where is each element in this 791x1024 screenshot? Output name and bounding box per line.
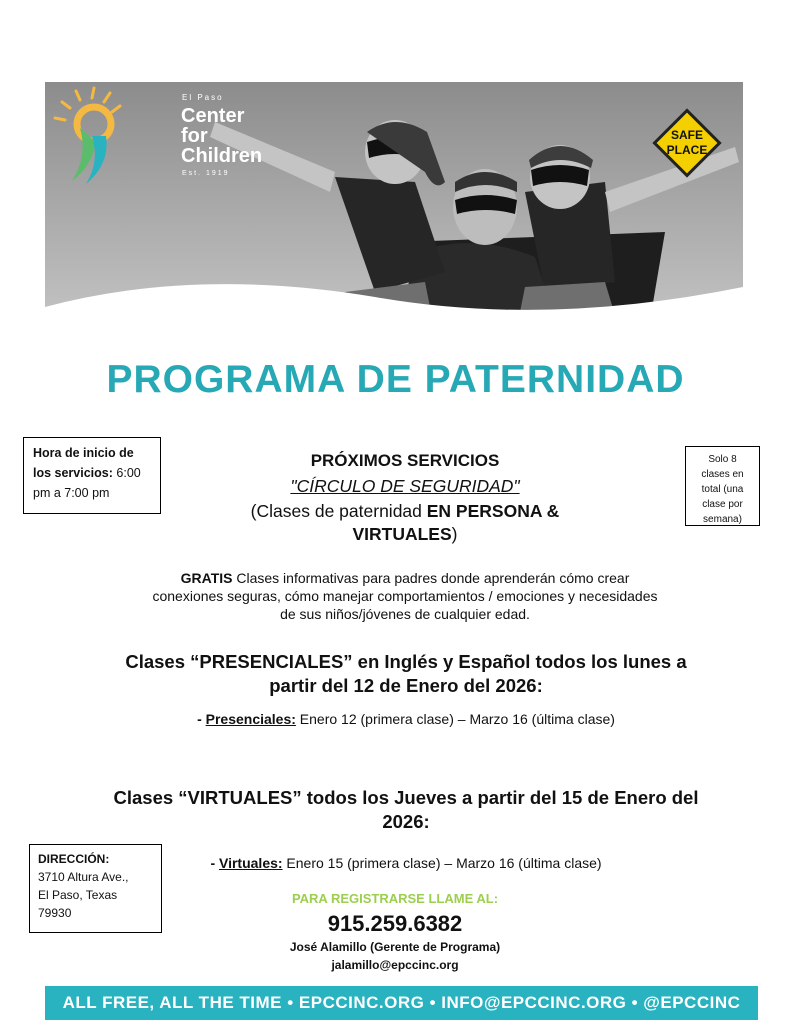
gratis-bold: GRATIS [180, 570, 233, 586]
services-heading: PRÓXIMOS SERVICIOS [310, 451, 500, 470]
register-label: PARA REGISTRARSE LLAME AL: [291, 891, 499, 906]
address-box [29, 844, 162, 933]
safe-place-sign-icon [648, 104, 726, 182]
address-line2: El Paso, Texas [38, 888, 118, 902]
virtual-dash: - [210, 855, 219, 871]
address-line3: 79930 [38, 906, 72, 920]
virtual-dates-line [90, 855, 722, 871]
presencial-dates: Enero 12 (primera clase) – Marzo 16 (última clase) [295, 711, 615, 727]
address-line1: 3710 Altura Ave., [38, 870, 129, 884]
center-for-children-logo [52, 86, 263, 186]
logo-el-paso: El Paso [182, 93, 224, 102]
services-desc-bold: EN PERSONA & VIRTUALES [352, 501, 560, 544]
register-phone[interactable]: 915.259.6382 [327, 911, 463, 936]
sessions-text: Solo 8 clases en total (una clase por semana) [701, 454, 744, 525]
safe-place-line1: SAFE [670, 128, 704, 142]
presencial-label: Presenciales: [205, 711, 296, 727]
services-desc-suffix: ) [451, 524, 458, 544]
logo-for: for [181, 125, 208, 147]
sessions-box [685, 446, 760, 526]
hours-label: Hora de inicio de los servicios: [33, 446, 134, 480]
page-title: PROGRAMA DE PATERNIDAD [106, 358, 685, 401]
footer-banner: ALL FREE, ALL THE TIME • EPCCINC.ORG • INFO@EPCCINC.ORG • @EPCCINC [45, 986, 758, 1020]
register-contact: José Alamillo (Gerente de Programa) [289, 940, 501, 954]
address-label: DIRECCIÓN: [38, 852, 110, 866]
hours-value: 6:00 pm a 7:00 pm [33, 466, 141, 500]
gratis-text: Clases informativas para padres donde aprenderán cómo crear conexiones seguras, cómo manejar comportamientos / emociones y necesidades de sus niños/jóvenes de cualquier edad. [152, 570, 658, 622]
sun-logo-icon [52, 86, 122, 186]
presencial-dates-line [90, 711, 722, 727]
virtual-dates: Enero 15 (primera clase) – Marzo 16 (última clase) [282, 855, 602, 871]
program-name: "CÍRCULO DE SEGURIDAD" [290, 476, 520, 496]
services-desc-prefix: (Clases de paternidad [250, 501, 427, 521]
virtual-heading: Clases “VIRTUALES” todos los Jueves a partir del 15 de Enero del 2026: [113, 787, 699, 832]
gratis-paragraph [150, 569, 660, 623]
logo-children: Children [181, 145, 263, 167]
logo-center: Center [181, 105, 245, 127]
services-description [200, 500, 610, 546]
presencial-heading: Clases “PRESENCIALES” en Inglés y Español todos los lunes a partir del 12 de Enero del 2026: [125, 651, 687, 696]
safe-place-line2: PLACE [666, 143, 708, 157]
logo-est: Est. 1919 [182, 170, 230, 177]
register-email[interactable]: jalamillo@epccinc.org [331, 958, 459, 972]
presencial-dash: - [197, 711, 206, 727]
virtual-label: Virtuales: [219, 855, 283, 871]
